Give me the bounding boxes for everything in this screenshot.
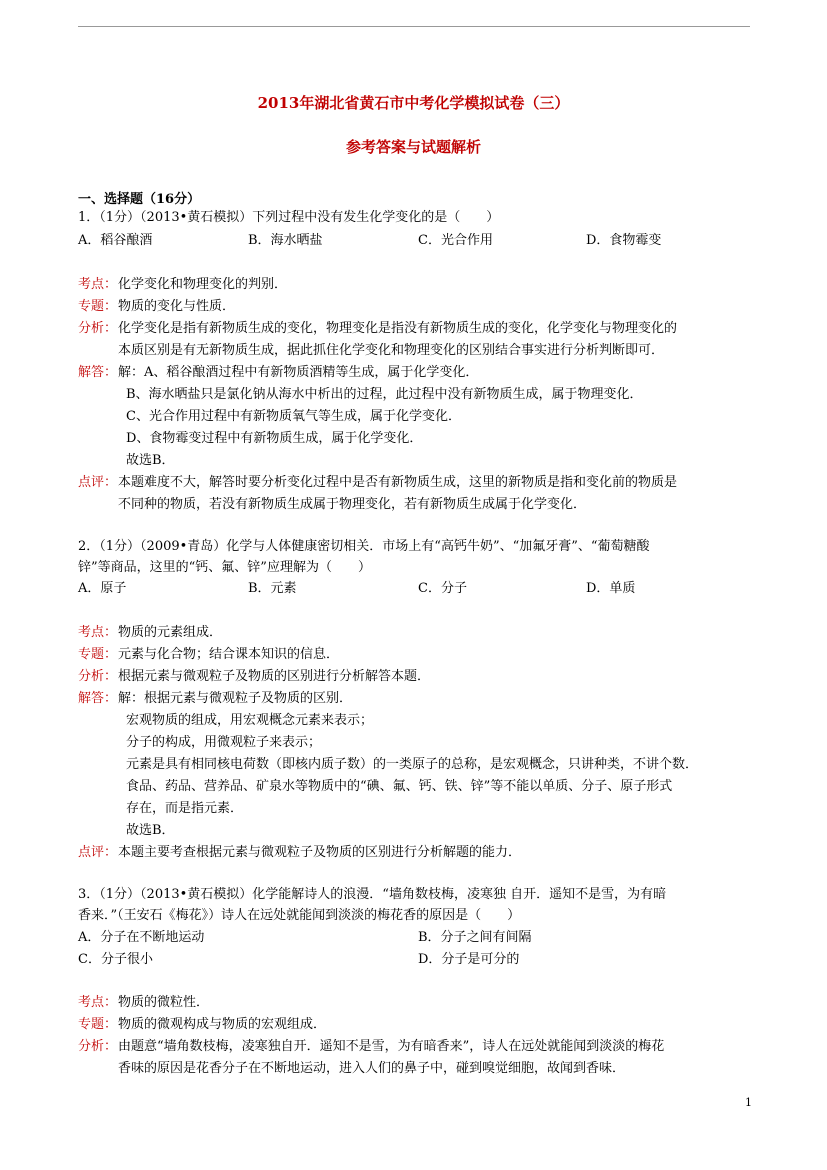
q1-option-a: A．稻谷酿酒 [78, 233, 153, 248]
q1-dianping-line: 本题难度不大，解答时要分析变化过程中是否有新物质生成，这里的新物质是指和变化前的物质是 [118, 475, 678, 490]
q3-stem-line: 3．（1分）（2013•黄石模拟）化学能解诗人的浪漫．“墙角数枝梅，凌寒独 自开．遥知不是雪，为有暗 [78, 887, 667, 902]
q2-jieda-line: 存在，而是指元素． [126, 801, 244, 816]
q1-fenxi-line: 化学变化是指有新物质生成的变化，物理变化是指没有新物质生成的变化，化学变化与物理变化的 [118, 321, 678, 336]
q1-dianping-label: 点评： [78, 475, 118, 490]
page-title: 2013年湖北省黄石市中考化学模拟试卷（三） [257, 94, 570, 112]
q2-fenxi-label: 分析： [78, 669, 118, 684]
q1-option-c: C．光合作用 [418, 233, 493, 248]
q1-zhuanti-label: 专题： [78, 299, 118, 314]
q1-jieda-label: 解答： [78, 365, 118, 380]
q2-jieda-line: 宏观物质的组成，用宏观概念元素来表示； [126, 713, 374, 728]
q2-jieda-line: 分子的构成，用微观粒子来表示； [126, 735, 322, 750]
q1-fenxi-line: 本质区别是有无新物质生成，据此抓住化学变化和物理变化的区别结合事实进行分析判断即可． [118, 343, 665, 358]
q3-zhuanti: 物质的微观构成与物质的宏观组成． [118, 1017, 327, 1032]
q1-fenxi-label: 分析： [78, 321, 118, 336]
q2-fenxi-line: 根据元素与微观粒子及物质的区别进行分析解答本题． [118, 669, 431, 684]
q3-kaodian-label: 考点： [78, 995, 118, 1010]
section-heading: 一、选择题（16分） [78, 192, 201, 207]
q2-option-b: B．元素 [248, 581, 297, 596]
q1-jieda-line: C、光合作用过程中有新物质氧气等生成，属于化学变化． [126, 409, 461, 424]
q2-option-d: D．单质 [586, 581, 636, 596]
q2-dianping-label: 点评： [78, 845, 118, 860]
q2-jieda-label: 解答： [78, 691, 118, 706]
q2-option-a: A．原子 [78, 581, 127, 596]
header-rule [78, 26, 750, 27]
q3-fenxi-label: 分析： [78, 1039, 118, 1054]
q2-kaodian: 物质的元素组成． [118, 625, 223, 640]
q1-zhuanti: 物质的变化与性质． [118, 299, 236, 314]
q3-option-c: C．分子很小 [78, 952, 153, 967]
q3-kaodian: 物质的微粒性． [118, 995, 210, 1010]
q1-dianping-line: 不同种的物质，若没有新物质生成属于物理变化，若有新物质生成属于化学变化． [118, 497, 587, 512]
q2-kaodian-label: 考点： [78, 625, 118, 640]
q3-fenxi-line: 由题意“墙角数枝梅，凌寒独自开．遥知不是雪，为有暗香来”，诗人在远处就能闻到淡淡的梅花 [118, 1039, 665, 1054]
page-number: 1 [745, 1096, 752, 1109]
q2-stem-line: 锌”等商品，这里的“钙、氟、锌”应理解为（ ） [78, 560, 371, 575]
q2-jieda-line: 食品、药品、营养品、矿泉水等物质中的“碘、氟、钙、铁、锌”等不能以单质、分子、原子形式 [126, 779, 673, 794]
q3-option-a: A．分子在不断地运动 [78, 930, 205, 945]
q1-option-d: D．食物霉变 [586, 233, 662, 248]
q1-kaodian: 化学变化和物理变化的判别． [118, 277, 288, 292]
q3-stem-line: 香来．”（王安石《梅花》）诗人在远处就能闻到淡淡的梅花香的原因是（ ） [78, 908, 521, 923]
q1-stem: 1．（1分）（2013•黄石模拟）下列过程中没有发生化学变化的是（ ） [78, 210, 500, 225]
q1-jieda-line: D、食物霉变过程中有新物质生成，属于化学变化． [126, 431, 423, 446]
q3-option-d: D．分子是可分的 [418, 952, 520, 967]
q2-jieda-line: 解：根据元素与微观粒子及物质的区别． [118, 691, 353, 706]
q3-zhuanti-label: 专题： [78, 1017, 118, 1032]
q1-kaodian-label: 考点： [78, 277, 118, 292]
q3-option-b: B．分子之间有间隔 [418, 930, 532, 945]
q2-jieda-line: 故选B． [126, 823, 175, 838]
q2-zhuanti-label: 专题： [78, 647, 118, 662]
q1-option-b: B．海水晒盐 [248, 233, 323, 248]
q1-jieda-line: 故选B． [126, 453, 175, 468]
q1-jieda-line: 解：A、稻谷酿酒过程中有新物质酒精等生成，属于化学变化． [118, 365, 479, 380]
page-subtitle: 参考答案与试题解析 [345, 138, 481, 156]
q2-option-c: C．分子 [418, 581, 467, 596]
q2-jieda-line: 元素是具有相同核电荷数（即核内质子数）的一类原子的总称，是宏观概念，只讲种类，不讲个数． [126, 757, 699, 772]
q3-fenxi-line: 香味的原因是花香分子在不断地运动，进入人们的鼻子中，碰到嗅觉细胞，故闻到香味． [118, 1061, 626, 1076]
q2-zhuanti: 元素与化合物；结合课本知识的信息． [118, 647, 340, 662]
q2-dianping-line: 本题主要考查根据元素与微观粒子及物质的区别进行分析解题的能力． [118, 845, 522, 860]
q1-jieda-line: B、海水晒盐只是氯化钠从海水中析出的过程，此过程中没有新物质生成，属于物理变化． [126, 387, 643, 402]
q2-stem-line: 2．（1分）（2009•青岛）化学与人体健康密切相关．市场上有“高钙牛奶”、“加氟牙膏”、“葡萄糖酸 [78, 539, 650, 554]
